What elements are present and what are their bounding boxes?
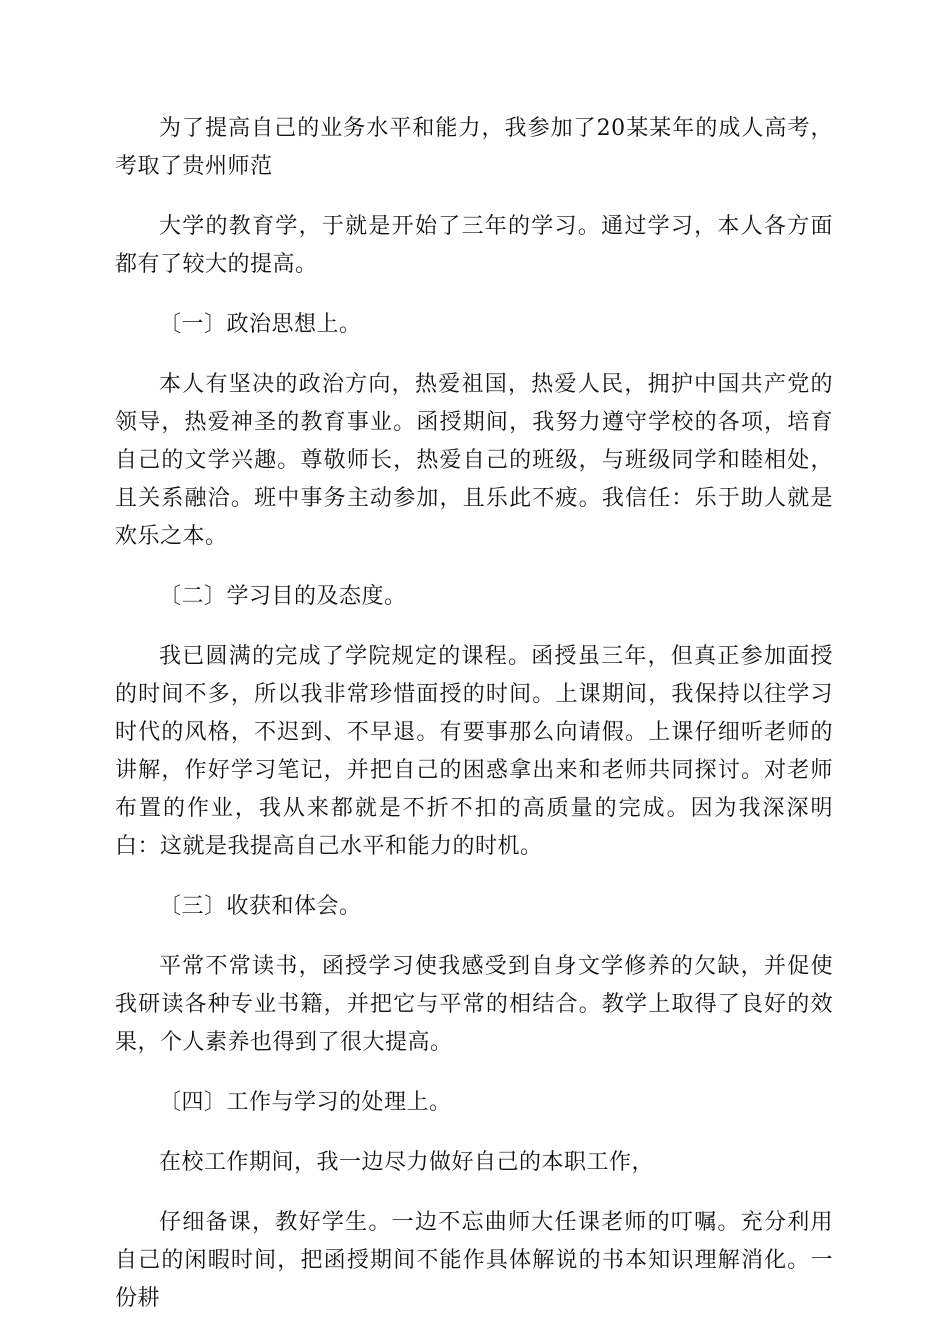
section-heading-3: 〔三〕收获和体会。 xyxy=(159,894,362,919)
paragraph-political: 本人有坚决的政治方向，热爱祖国，热爱人民，拥护中国共产党的领导，热爱神圣的教育事业。函授期间，我努力遵守学校的各项，培育自己的文学兴趣。尊敬师长，热爱自己的班级，与班级同学和睦相处，且关系融洽。班中事务主动参加，且乐此不疲。我信任：乐于助人就是欢乐之本。 xyxy=(115,372,833,549)
section-heading-2: 〔二〕学习目的及态度。 xyxy=(159,584,407,609)
paragraph-gains: 平常不常读书，函授学习使我感受到自身文学修养的欠缺，并促使我研读各种专业书籍，并把它与平常的相结合。教学上取得了良好的效果，个人素养也得到了很大提高。 xyxy=(115,954,833,1055)
paragraph-work-2: 仔细备课，教好学生。一边不忘曲师大任课老师的叮嘱。充分利用自己的闲暇时间，把函授期间不能作具体解说的书本知识理解消化。一份耕 xyxy=(115,1210,833,1311)
section-heading-1: 〔一〕政治思想上。 xyxy=(159,312,362,337)
paragraph-intro-1: 为了提高自己的业务水平和能力，我参加了20某某年的成人高考，考取了贵州师范 xyxy=(115,116,833,179)
section-heading-4: 〔四〕工作与学习的处理上。 xyxy=(159,1090,452,1115)
paragraph-study-attitude: 我已圆满的完成了学院规定的课程。函授虽三年，但真正参加面授的时间不多，所以我非常珍惜面授的时间。上课期间，我保持以往学习时代的风格，不迟到、不早退。有要事那么向请假。上课仔细听老师的讲解，作好学习笔记，并把自己的困惑拿出来和老师共同探讨。对老师布置的作业，我从来都就是不折不扣的高质量的完成。因为我深深明白：这就是我提高自己水平和能力的时机。 xyxy=(115,644,833,859)
paragraph-work-1: 在校工作期间，我一边尽力做好自己的本职工作， xyxy=(159,1150,655,1175)
document-body xyxy=(115,110,833,1340)
paragraph-intro-2: 大学的教育学，于就是开始了三年的学习。通过学习，本人各方面都有了较大的提高。 xyxy=(115,214,833,277)
